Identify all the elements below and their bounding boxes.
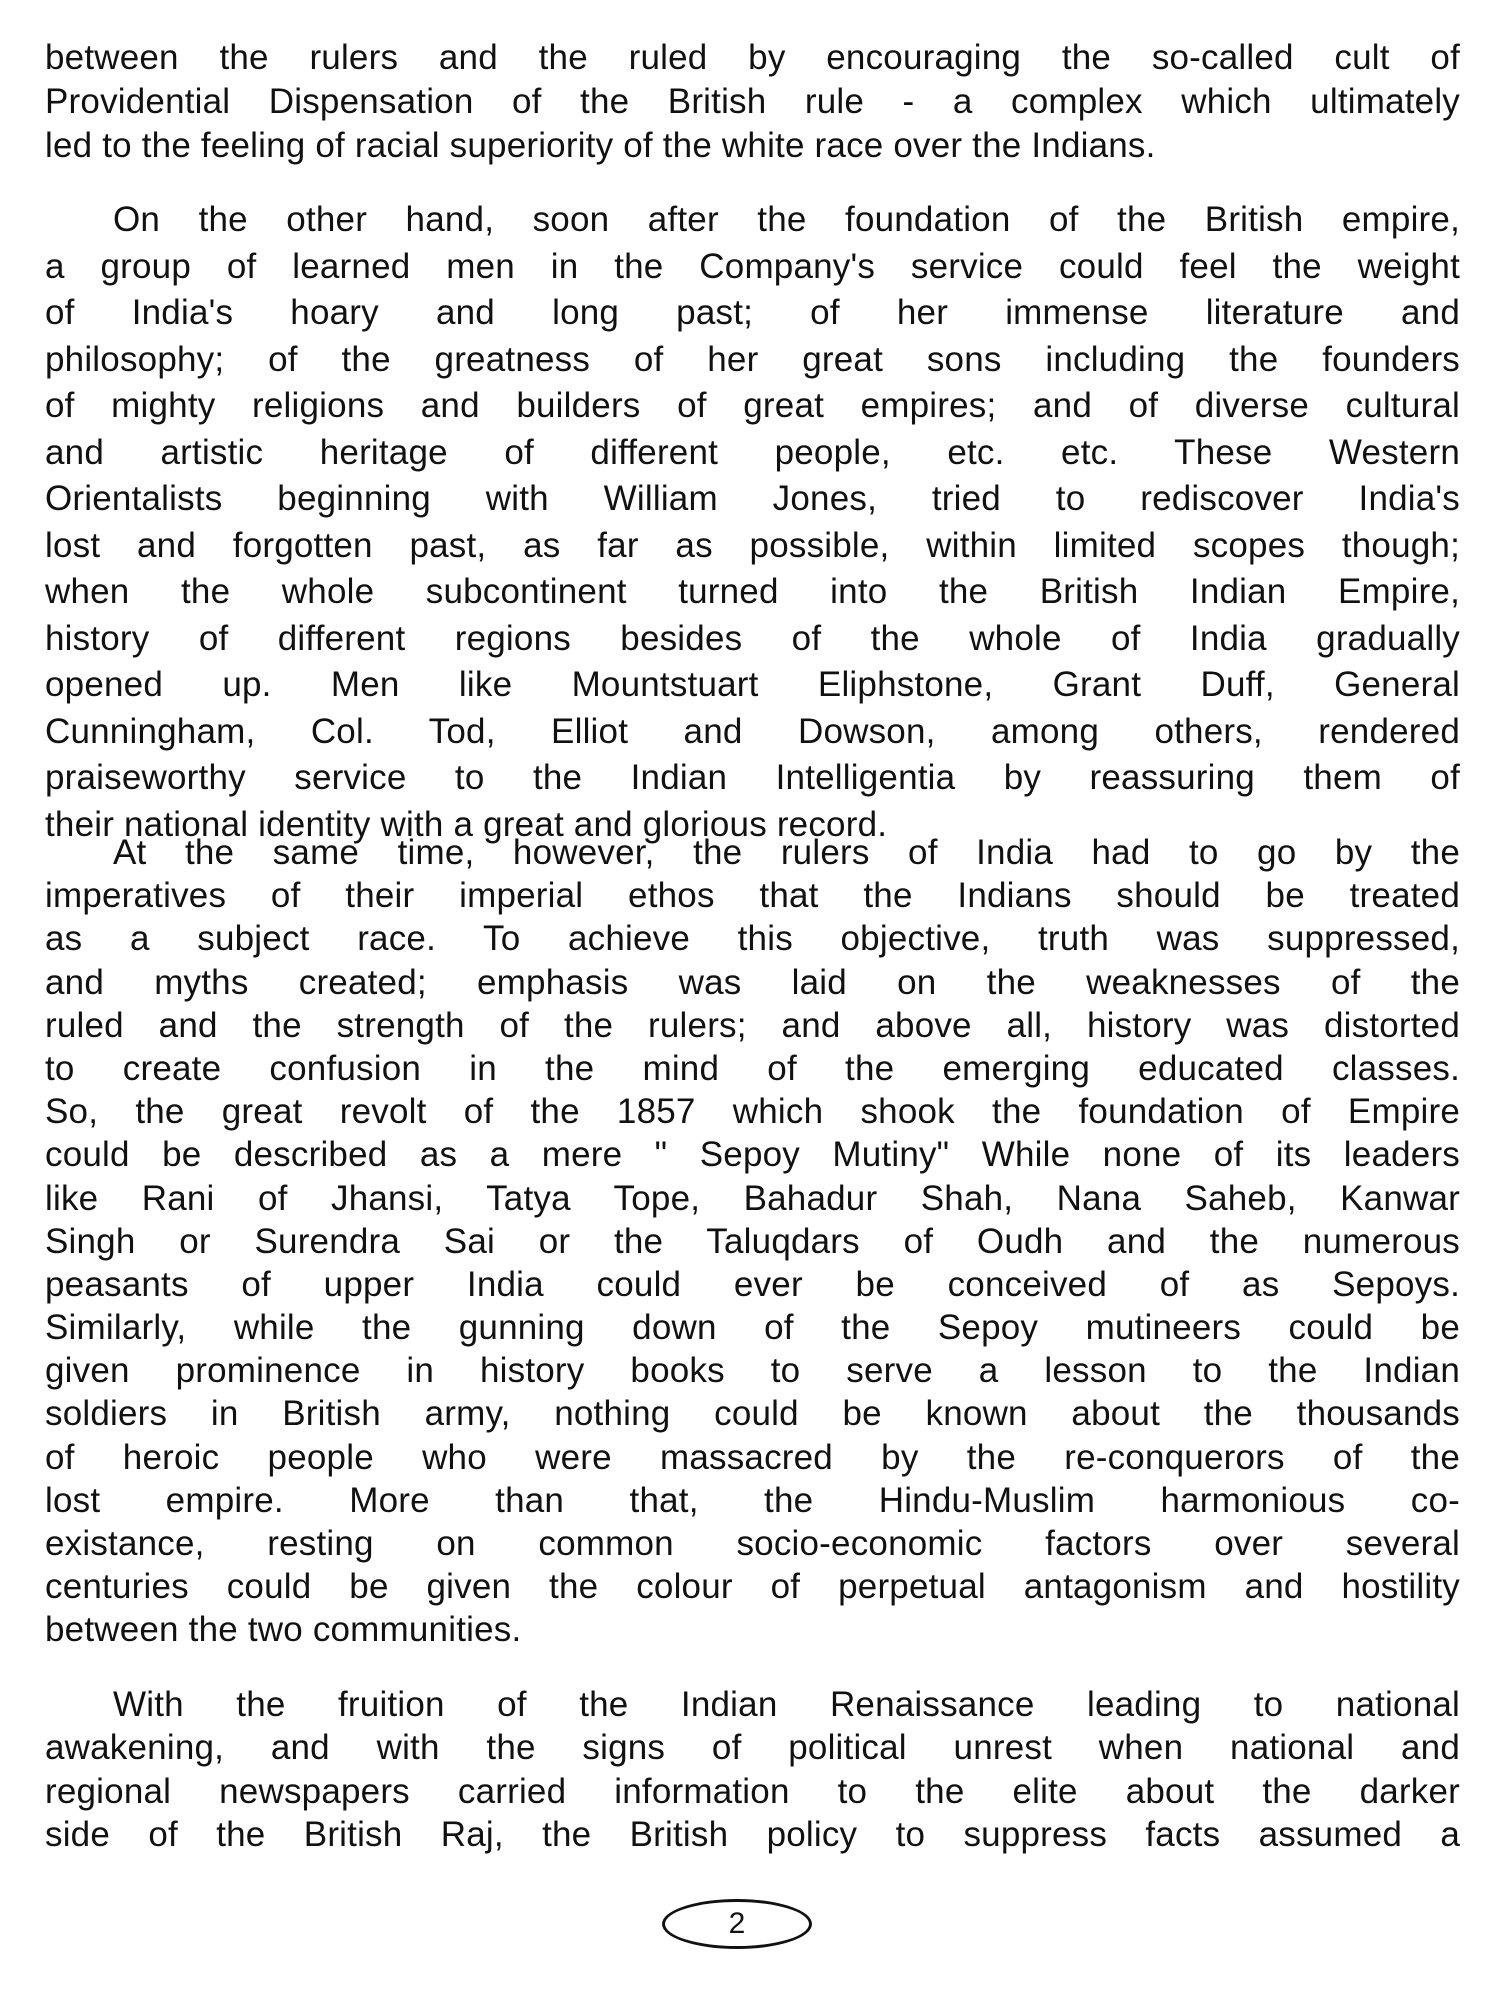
- text-line: and myths created; emphasis was laid on the weaknesses of the: [45, 962, 1460, 1002]
- text-line: Orientalists beginning with William Jones, tried to rediscover India's: [45, 479, 1460, 518]
- text-line: centuries could be given the colour of perpetual antagonism and hostility: [45, 1567, 1460, 1607]
- paragraph-4: [45, 1683, 1460, 1857]
- text-line: their national identity with a great and glorious record.: [45, 804, 888, 844]
- text-line: Providential Dispensation of the British rule - a complex which ultimately: [45, 82, 1460, 121]
- text-line: of India's hoary and long past; of her immense literature and: [45, 293, 1460, 332]
- text-line: opened up. Men like Mountstuart Eliphstone, Grant Duff, General: [45, 665, 1460, 704]
- text-line: and artistic heritage of different people, etc. etc. These Western: [45, 432, 1460, 472]
- text-line: Similarly, while the gunning down of the Sepoy mutineers could be: [45, 1308, 1460, 1348]
- text-line: between the two communities.: [45, 1610, 522, 1650]
- text-line: On the other hand, soon after the foundation of the British empire,: [113, 200, 1460, 239]
- text-line: philosophy; of the greatness of her great sons including the founders: [45, 339, 1460, 379]
- text-line: existance, resting on common socio-economic factors over several: [45, 1524, 1460, 1563]
- text-line: to create confusion in the mind of the emerging educated classes.: [45, 1048, 1460, 1088]
- text-line: like Rani of Jhansi, Tatya Tope, Bahadur Shah, Nana Saheb, Kanwar: [45, 1178, 1460, 1218]
- text-line: of mighty religions and builders of great empires; and of diverse cultural: [45, 386, 1460, 425]
- text-line: could be described as a mere " Sepoy Mutiny" While none of its leaders: [45, 1135, 1460, 1175]
- text-line: Singh or Surendra Sai or the Taluqdars of Oudh and the numerous: [45, 1221, 1460, 1261]
- paragraph-1: [45, 36, 1460, 168]
- text-line: ruled and the strength of the rulers; and above all, history was distorted: [45, 1005, 1460, 1045]
- text-line: lost empire. More than that, the Hindu-Muslim harmonious co-: [45, 1480, 1460, 1520]
- text-line: So, the great revolt of the 1857 which shook the foundation of Empire: [45, 1092, 1460, 1132]
- paragraph-2: [45, 197, 1460, 848]
- text-line: a group of learned men in the Company's service could feel the weight: [45, 246, 1460, 286]
- text-line: soldiers in British army, nothing could be known about the thousands: [45, 1394, 1460, 1434]
- text-line: between the rulers and the ruled by encouraging the so-called cult of: [45, 38, 1460, 77]
- text-line: imperatives of their imperial ethos that the Indians should be treated: [45, 876, 1460, 916]
- text-line: At the same time, however, the rulers of India had to go by the: [113, 833, 1460, 872]
- text-line: lost and forgotten past, as far as possible, within limited scopes though;: [45, 525, 1460, 565]
- text-line: as a subject race. To achieve this objective, truth was suppressed,: [45, 919, 1460, 959]
- text-line: praiseworthy service to the Indian Intelligentia by reassuring them of: [45, 758, 1460, 797]
- text-line: Cunningham, Col. Tod, Elliot and Dowson, among others, rendered: [45, 711, 1460, 751]
- text-line: history of different regions besides of the whole of India gradually: [45, 618, 1460, 658]
- text-line: of heroic people who were massacred by the re-conquerors of the: [45, 1437, 1460, 1477]
- text-line: peasants of upper India could ever be conceived of as Sepoys.: [45, 1264, 1460, 1304]
- text-line: With the fruition of the Indian Renaissance leading to national: [113, 1685, 1460, 1724]
- text-line: led to the feeling of racial superiority of the white race over the Indians.: [45, 126, 1156, 165]
- paragraph-3: [45, 831, 1460, 1652]
- text-line: given prominence in history books to serve a lesson to the Indian: [45, 1351, 1460, 1391]
- text-line: regional newspapers carried information to the elite about the darker: [45, 1771, 1460, 1811]
- page-number: 2: [662, 1899, 812, 1949]
- text-line: side of the British Raj, the British policy to suppress facts assumed a: [45, 1815, 1460, 1855]
- text-line: awakening, and with the signs of political unrest when national and: [45, 1728, 1460, 1768]
- text-line: when the whole subcontinent turned into the British Indian Empire,: [45, 572, 1460, 611]
